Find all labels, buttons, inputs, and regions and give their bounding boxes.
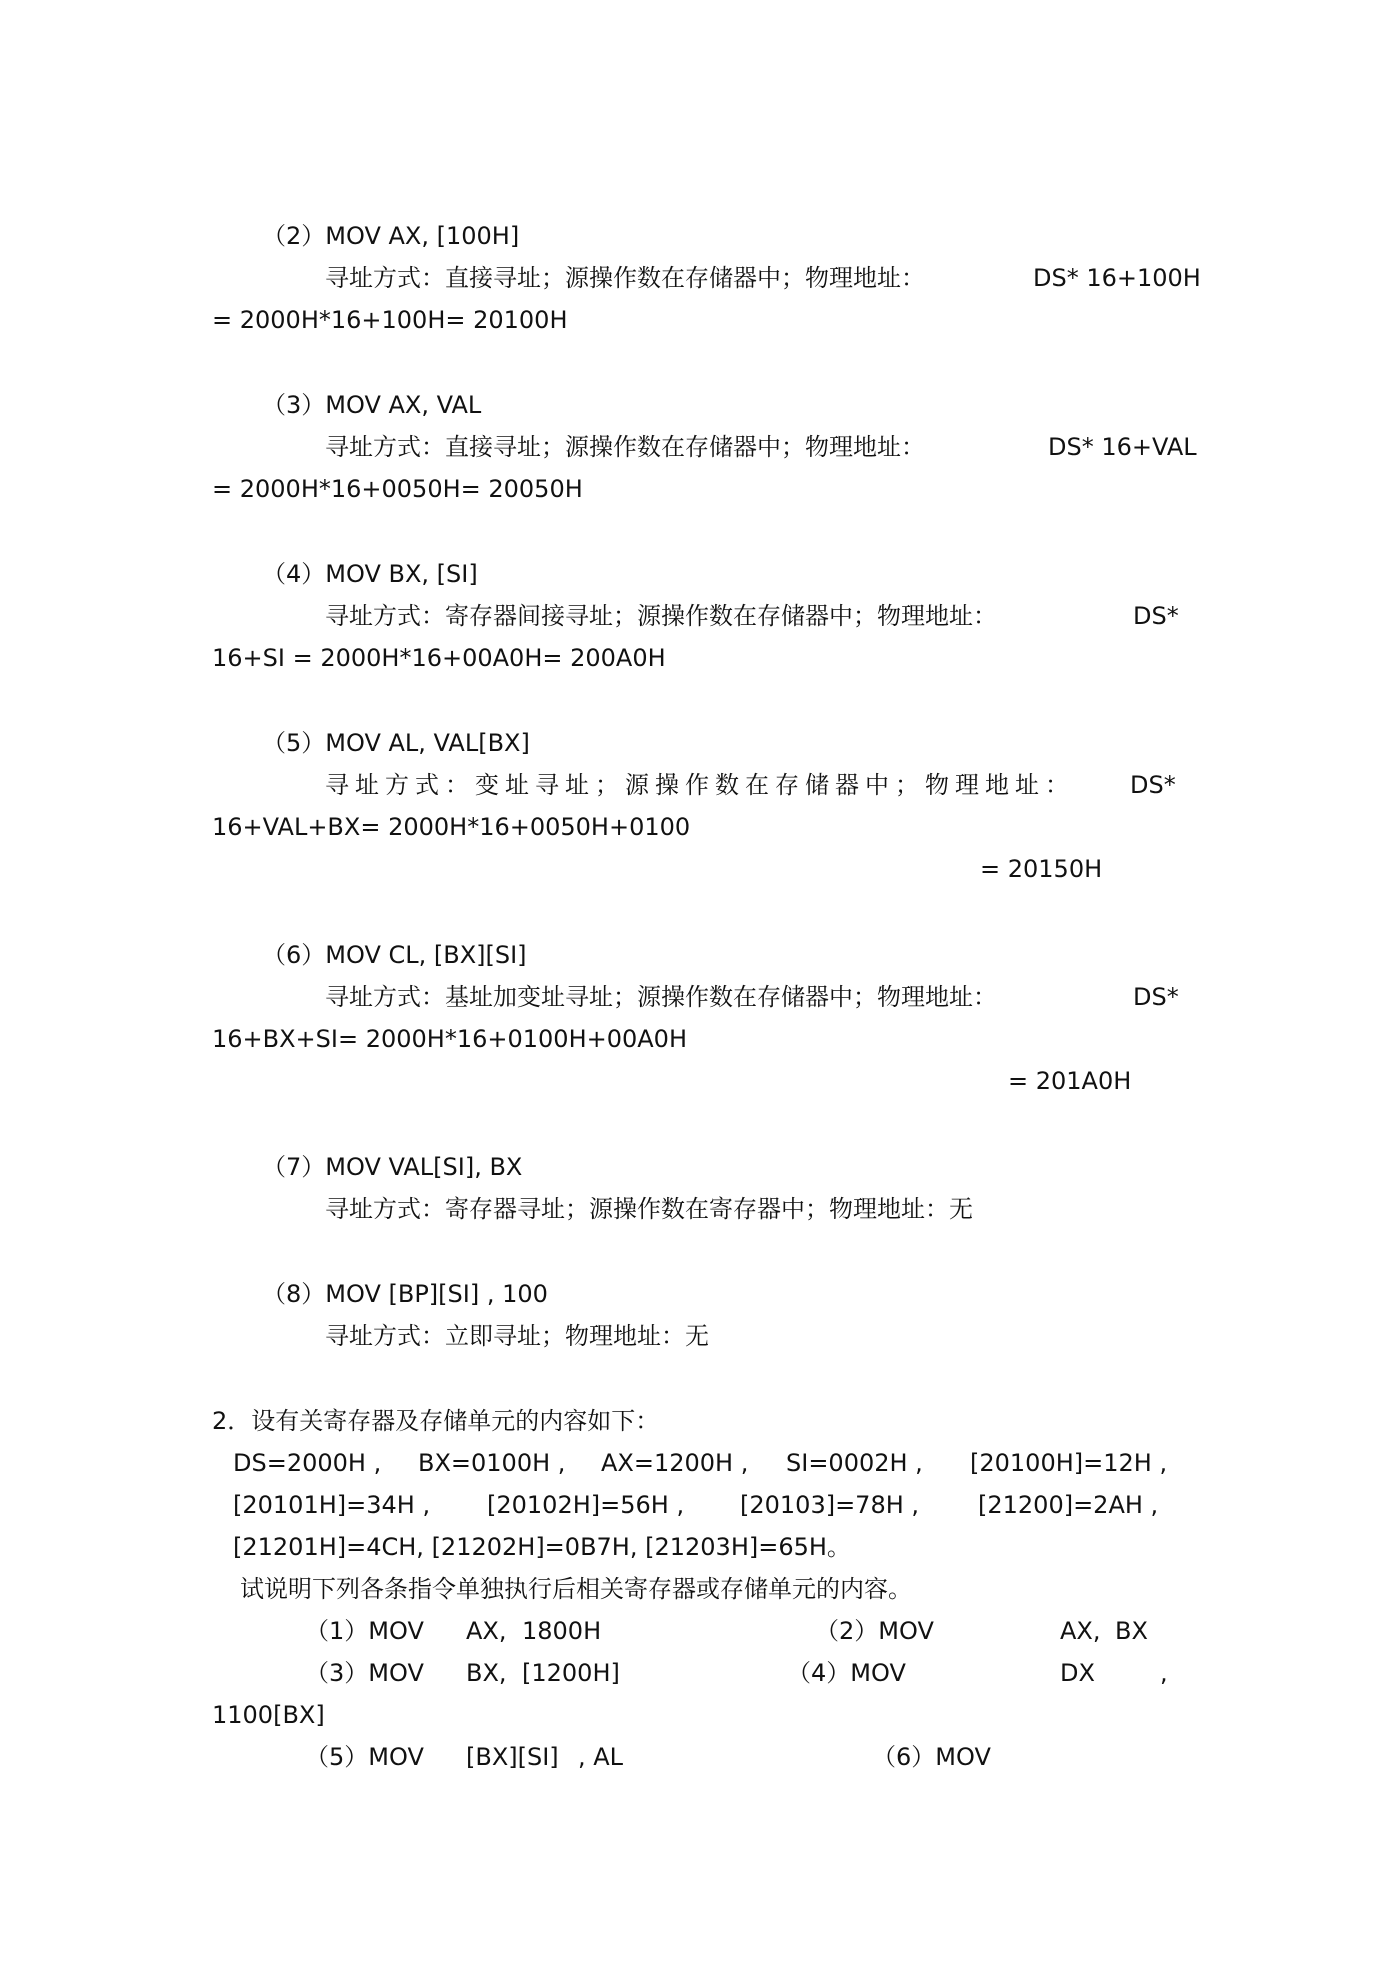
item-6-header: （6）MOV CL, [BX][SI] xyxy=(262,941,527,969)
subq-1-operand1: AX, xyxy=(466,1617,507,1645)
item-4-address-formula: DS* xyxy=(1133,602,1179,630)
item-2-header: （2）MOV AX, [100H] xyxy=(262,222,520,250)
subq-5-label: （5）MOV xyxy=(305,1743,424,1771)
subq-4-operand2: , xyxy=(1160,1659,1168,1687)
subq-4-continuation: 1100[BX] xyxy=(212,1701,325,1729)
item-8-header: （8）MOV [BP][SI] , 100 xyxy=(262,1280,548,1308)
item-2-address-result: = 2000H*16+100H= 20100H xyxy=(212,306,568,334)
subq-1-label: （1）MOV xyxy=(305,1617,424,1645)
item-4-header: （4）MOV BX, [SI] xyxy=(262,560,478,588)
item-3-description: 寻址方式：直接寻址；源操作数在存储器中；物理地址： xyxy=(325,433,925,461)
register-value: BX=0100H , xyxy=(418,1449,566,1477)
item-5-description: 寻址方式：变址寻址；源操作数在存储器中；物理地址： xyxy=(325,771,1075,799)
subq-2-operand1: AX, xyxy=(1060,1617,1101,1645)
subq-3-operand2: [1200H] xyxy=(522,1659,620,1687)
item-3-address-formula: DS* 16+VAL xyxy=(1048,433,1197,461)
subq-5-operand1: [BX][SI] xyxy=(466,1743,559,1771)
memory-values-line: [21201H]=4CH, [21202H]=0B7H, [21203H]=65H。 xyxy=(233,1533,851,1561)
item-7-header: （7）MOV VAL[SI], BX xyxy=(262,1153,523,1181)
subq-1-operand2: 1800H xyxy=(522,1617,602,1645)
item-5-address-expansion: 16+VAL+BX= 2000H*16+0050H+0100 xyxy=(212,813,691,841)
item-5-header: （5）MOV AL, VAL[BX] xyxy=(262,729,530,757)
subq-2-label: （2）MOV xyxy=(815,1617,934,1645)
subq-4-operand1: DX xyxy=(1060,1659,1095,1687)
item-6-address-formula: DS* xyxy=(1133,983,1179,1011)
item-6-description: 寻址方式：基址加变址寻址；源操作数在存储器中；物理地址： xyxy=(325,983,997,1011)
register-value: SI=0002H , xyxy=(786,1449,923,1477)
item-8-description: 寻址方式：立即寻址；物理地址：无 xyxy=(325,1322,709,1350)
item-2-address-formula: DS* 16+100H xyxy=(1033,264,1201,292)
memory-value: [21200]=2AH , xyxy=(978,1491,1159,1519)
subq-3-operand1: BX, xyxy=(466,1659,507,1687)
memory-value: [20102H]=56H , xyxy=(487,1491,685,1519)
item-3-header: （3）MOV AX, VAL xyxy=(262,391,482,419)
question-2-title: 2．设有关寄存器及存储单元的内容如下： xyxy=(212,1407,660,1435)
subq-6-label: （6）MOV xyxy=(872,1743,991,1771)
item-4-address-result: 16+SI = 2000H*16+00A0H= 200A0H xyxy=(212,644,666,672)
item-2-description: 寻址方式：直接寻址；源操作数在存储器中；物理地址： xyxy=(325,264,925,292)
subq-5-operand2: , AL xyxy=(578,1743,624,1771)
subq-4-label: （4）MOV xyxy=(787,1659,906,1687)
subq-3-label: （3）MOV xyxy=(305,1659,424,1687)
item-3-address-result: = 2000H*16+0050H= 20050H xyxy=(212,475,583,503)
register-value: AX=1200H , xyxy=(601,1449,749,1477)
memory-value: [20100H]=12H , xyxy=(970,1449,1168,1477)
memory-value: [20103]=78H , xyxy=(740,1491,920,1519)
item-6-address-result: = 201A0H xyxy=(1008,1067,1132,1095)
subq-2-operand2: BX xyxy=(1115,1617,1148,1645)
question-2-instruction: 试说明下列各条指令单独执行后相关寄存器或存储单元的内容。 xyxy=(240,1575,912,1603)
item-5-address-result: = 20150H xyxy=(980,855,1103,883)
item-5-address-formula: DS* xyxy=(1130,771,1176,799)
item-4-description: 寻址方式：寄存器间接寻址；源操作数在存储器中；物理地址： xyxy=(325,602,997,630)
memory-value: [20101H]=34H , xyxy=(233,1491,431,1519)
register-value: DS=2000H , xyxy=(233,1449,382,1477)
item-7-description: 寻址方式：寄存器寻址；源操作数在寄存器中；物理地址：无 xyxy=(325,1195,973,1223)
item-6-address-expansion: 16+BX+SI= 2000H*16+0100H+00A0H xyxy=(212,1025,687,1053)
